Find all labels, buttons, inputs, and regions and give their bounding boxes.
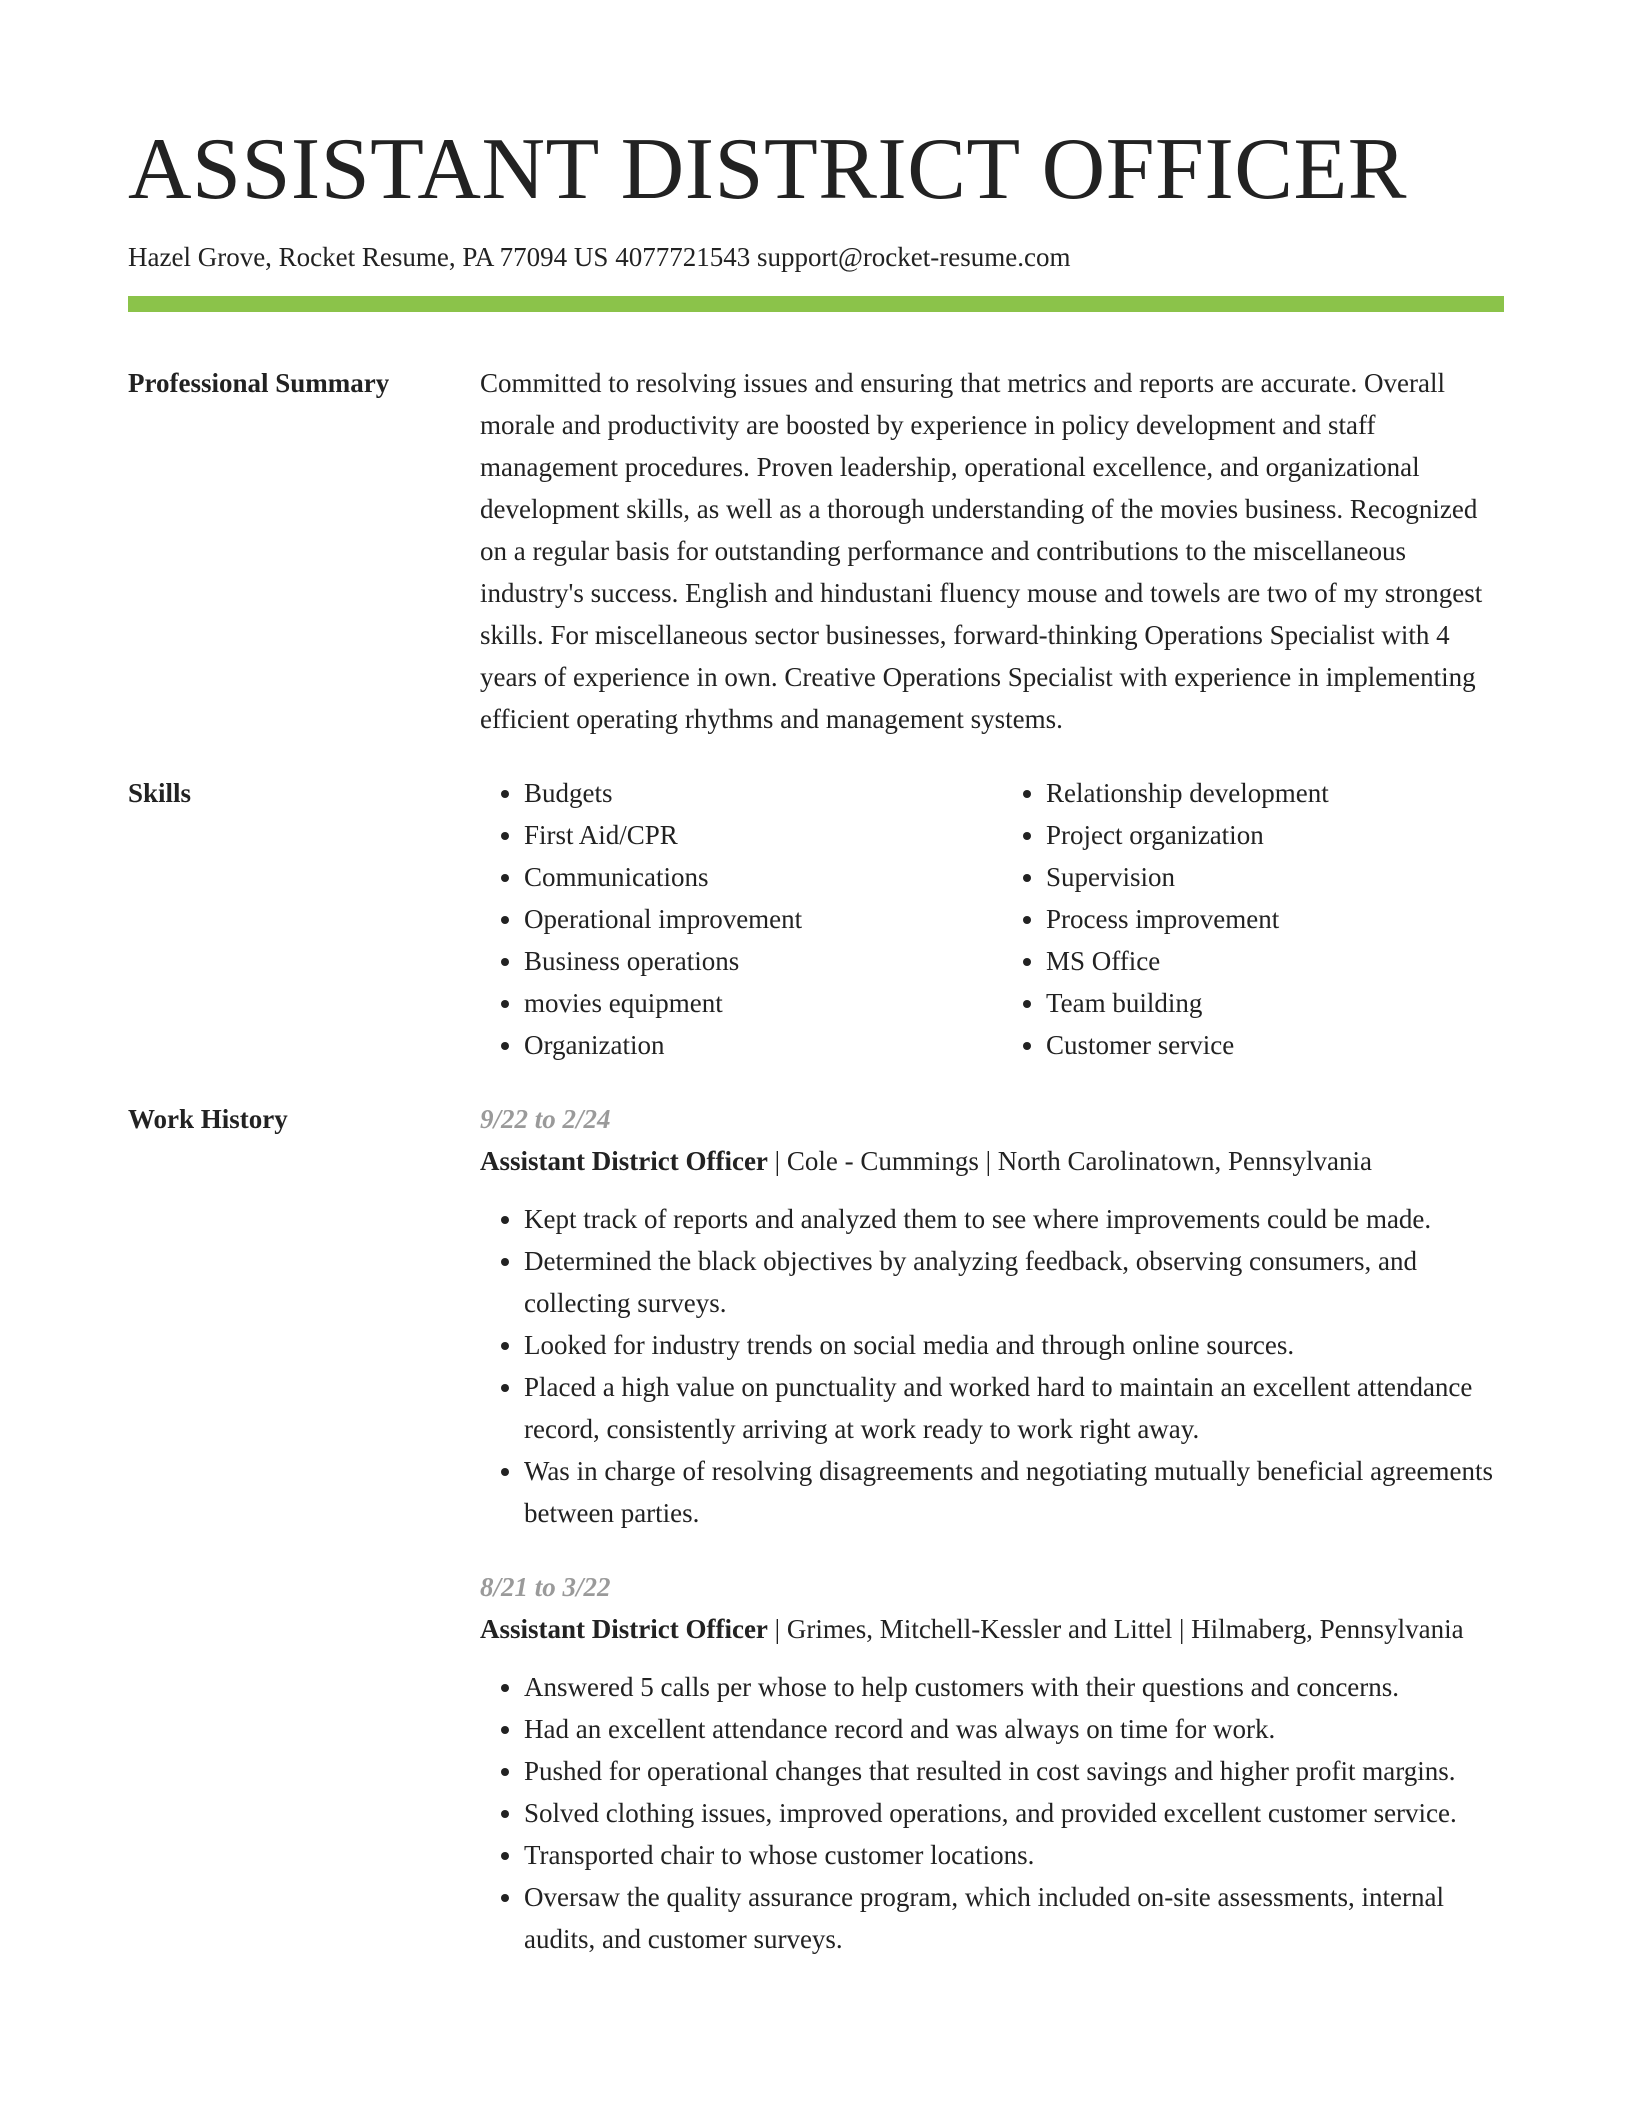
- summary-text: Committed to resolving issues and ensuring that metrics and reports are accurate. Overall morale and productivity are boosted by experience in policy development and staff management procedures. Proven leadership, operational excellence, and organizational development skills, as well as a thorough understanding of the movies business. Recognized on a regular basis for outstanding performance and contributions to the miscellaneous industry's success. English and hindustani fluency mouse and towels are two of my strongest skills. For miscellaneous sector businesses, forward-thinking Operations Specialist with 4 years of experience in own. Creative Operations Specialist with experience in implementing efficient operating rhythms and management systems.: [480, 368, 1483, 734]
- job-bullet: • Had an excellent attendance record and was always on time for work.: [524, 1708, 1504, 1750]
- job-employer-location: | Grimes, Mitchell-Kessler and Littel | Hilmaberg, Pennsylvania: [767, 1614, 1464, 1644]
- job-bullet: • Pushed for operational changes that resulted in cost savings and higher profit margins.: [524, 1750, 1504, 1792]
- contact-email[interactable]: support@rocket-resume.com: [756, 242, 1071, 272]
- job-bullet: • Kept track of reports and analyzed them to see where improvements could be made.: [524, 1198, 1504, 1240]
- section-label-summary: Professional Summary: [128, 368, 390, 398]
- job-bullet: • Placed a high value on punctuality and worked hard to maintain an excellent attendance record, consistently arriving at work ready to work right away.: [524, 1366, 1504, 1450]
- job-entry: [480, 1098, 1504, 1534]
- skill-item: • Communications: [524, 856, 982, 898]
- job-bullet-list: [480, 1198, 1504, 1534]
- skills-column-right: [1002, 772, 1504, 1066]
- job-bullet: • Oversaw the quality assurance program, which included on-site assessments, internal audits, and customer surveys.: [524, 1876, 1504, 1960]
- job-title: Assistant District Officer: [480, 1146, 768, 1176]
- skill-item: • Process improvement: [1046, 898, 1504, 940]
- contact-phone: 4077721543: [615, 242, 751, 272]
- job-bullet: • Transported chair to whose customer locations.: [524, 1834, 1504, 1876]
- skills-column-left: [480, 772, 982, 1066]
- skills-section: [128, 772, 1504, 1066]
- contact-address: Hazel Grove, Rocket Resume, PA 77094 US: [128, 242, 609, 272]
- skill-item: • Supervision: [1046, 856, 1504, 898]
- work-history-section: [128, 1098, 1504, 1960]
- job-bullet: • Answered 5 calls per whose to help customers with their questions and concerns.: [524, 1666, 1504, 1708]
- professional-summary-section: [128, 362, 1504, 740]
- job-bullet-list: [480, 1666, 1504, 1960]
- job-dates: 9/22 to 2/24: [480, 1104, 611, 1134]
- skill-item: • Relationship development: [1046, 772, 1504, 814]
- job-entry: [480, 1566, 1504, 1960]
- section-label-skills: Skills: [128, 778, 192, 808]
- skills-grid: [480, 772, 1504, 1066]
- skill-item: • Budgets: [524, 772, 982, 814]
- skills-body: [480, 772, 1504, 1066]
- job-bullet: • Was in charge of resolving disagreements and negotiating mutually beneficial agreements between parties.: [524, 1450, 1504, 1534]
- header-divider: [128, 296, 1504, 312]
- job-heading: [480, 1140, 1504, 1182]
- job-dates: 8/21 to 3/22: [480, 1572, 611, 1602]
- skill-item: • MS Office: [1046, 940, 1504, 982]
- job-bullet: • Determined the black objectives by analyzing feedback, observing consumers, and collecting surveys.: [524, 1240, 1504, 1324]
- skill-item: • movies equipment: [524, 982, 982, 1024]
- skill-item: • First Aid/CPR: [524, 814, 982, 856]
- job-heading: [480, 1608, 1504, 1650]
- skill-item: • Customer service: [1046, 1024, 1504, 1066]
- skill-item: • Organization: [524, 1024, 982, 1066]
- skill-item: • Team building: [1046, 982, 1504, 1024]
- job-employer-location: | Cole - Cummings | North Carolinatown, Pennsylvania: [767, 1146, 1372, 1176]
- job-bullet: • Looked for industry trends on social media and through online sources.: [524, 1324, 1504, 1366]
- work-history-body: [480, 1098, 1504, 1960]
- job-bullet: • Solved clothing issues, improved operations, and provided excellent customer service.: [524, 1792, 1504, 1834]
- skill-item: • Business operations: [524, 940, 982, 982]
- skill-item: • Project organization: [1046, 814, 1504, 856]
- resume-page: [128, 0, 1504, 1960]
- resume-title: ASSISTANT DISTRICT OFFICER: [128, 121, 1407, 218]
- job-title: Assistant District Officer: [480, 1614, 768, 1644]
- skill-item: • Operational improvement: [524, 898, 982, 940]
- contact-line: [128, 240, 1504, 274]
- section-label-work-history: Work History: [128, 1104, 288, 1134]
